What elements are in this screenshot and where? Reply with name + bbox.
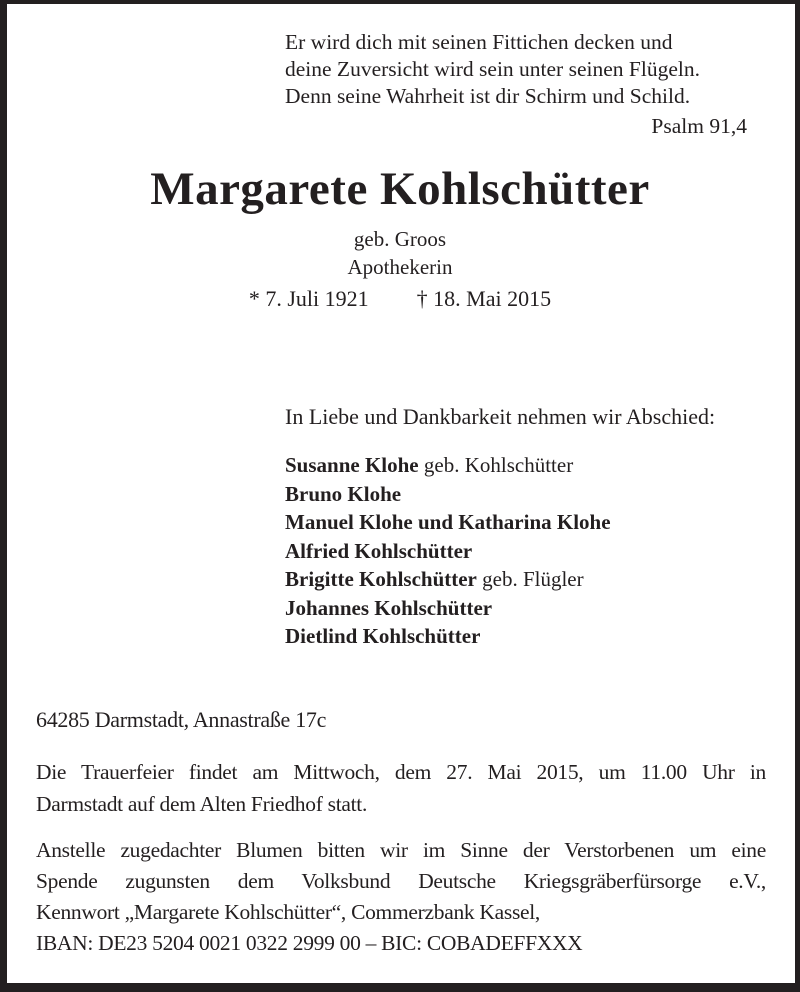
frame-left-border (0, 0, 7, 992)
psalm-attribution: Psalm 91,4 (651, 114, 747, 138)
farewell-intro: In Liebe und Dankbarkeit nehmen wir Abschied: (285, 404, 716, 429)
mourner-name: Susanne Klohe (285, 453, 419, 477)
mourner-suffix: geb. Flügler (476, 567, 584, 591)
psalm-quote-line-3: Denn seine Wahrheit ist dir Schirm und Schild. (285, 84, 691, 108)
mourner-row (285, 594, 611, 623)
mourner-row (285, 622, 611, 651)
donation-line-1: Anstelle zugedachter Blumen bitten wir im Sinne der Verstorbenen um eine (36, 838, 766, 862)
donation-line-2: Spende zugunsten dem Volksbund Deutsche Kriegsgräberfürsorge e.V., (36, 869, 766, 893)
frame-bottom-border (0, 983, 800, 992)
psalm-quote-line-1: Er wird dich mit seinen Fittichen decken und (285, 30, 673, 54)
frame-right-border (795, 0, 800, 992)
donation-line-3: Kennwort „Margarete Kohlschütter“, Commerzbank Kassel, (36, 900, 541, 924)
deceased-profession: Apothekerin (347, 255, 453, 279)
mourner-row (285, 565, 611, 594)
frame-top-border (0, 0, 800, 4)
birth-date: * 7. Juli 1921 (248, 286, 369, 311)
mourner-list (285, 451, 611, 651)
funeral-line-1: Die Trauerfeier findet am Mittwoch, dem 27. Mai 2015, um 11.00 Uhr in (36, 760, 766, 784)
mourner-row (285, 537, 611, 566)
address-line: 64285 Darmstadt, Annastraße 17c (36, 707, 327, 732)
funeral-info (36, 756, 766, 820)
mourner-suffix: geb. Kohlschütter (418, 453, 574, 477)
mourner-name: Johannes Kohlschütter (285, 595, 493, 620)
mourner-name: Bruno Klohe (285, 481, 402, 506)
mourner-name: Alfried Kohlschütter (285, 538, 473, 563)
deceased-birth-name: geb. Groos (353, 227, 447, 251)
deceased-name: Margarete Kohlschütter (150, 163, 650, 215)
mourner-row (285, 480, 611, 509)
mourner-name: Brigitte Kohlschütter (285, 567, 477, 591)
life-dates (0, 286, 800, 312)
mourner-name: Manuel Klohe und Katharina Klohe (285, 510, 611, 534)
donation-line-4: IBAN: DE23 5204 0021 0322 2999 00 – BIC: COBADEFFXXX (36, 931, 583, 955)
mourner-row (285, 451, 611, 480)
funeral-line-2: Darmstadt auf dem Alten Friedhof statt. (36, 792, 368, 816)
donation-info (36, 835, 766, 959)
psalm-quote-line-2: deine Zuversicht wird sein unter seinen Flügeln. (285, 57, 700, 81)
psalm-quote (285, 29, 767, 140)
mourner-row (285, 508, 611, 537)
mourner-name: Dietlind Kohlschütter (285, 624, 481, 648)
death-date: † 18. Mai 2015 (416, 286, 552, 311)
